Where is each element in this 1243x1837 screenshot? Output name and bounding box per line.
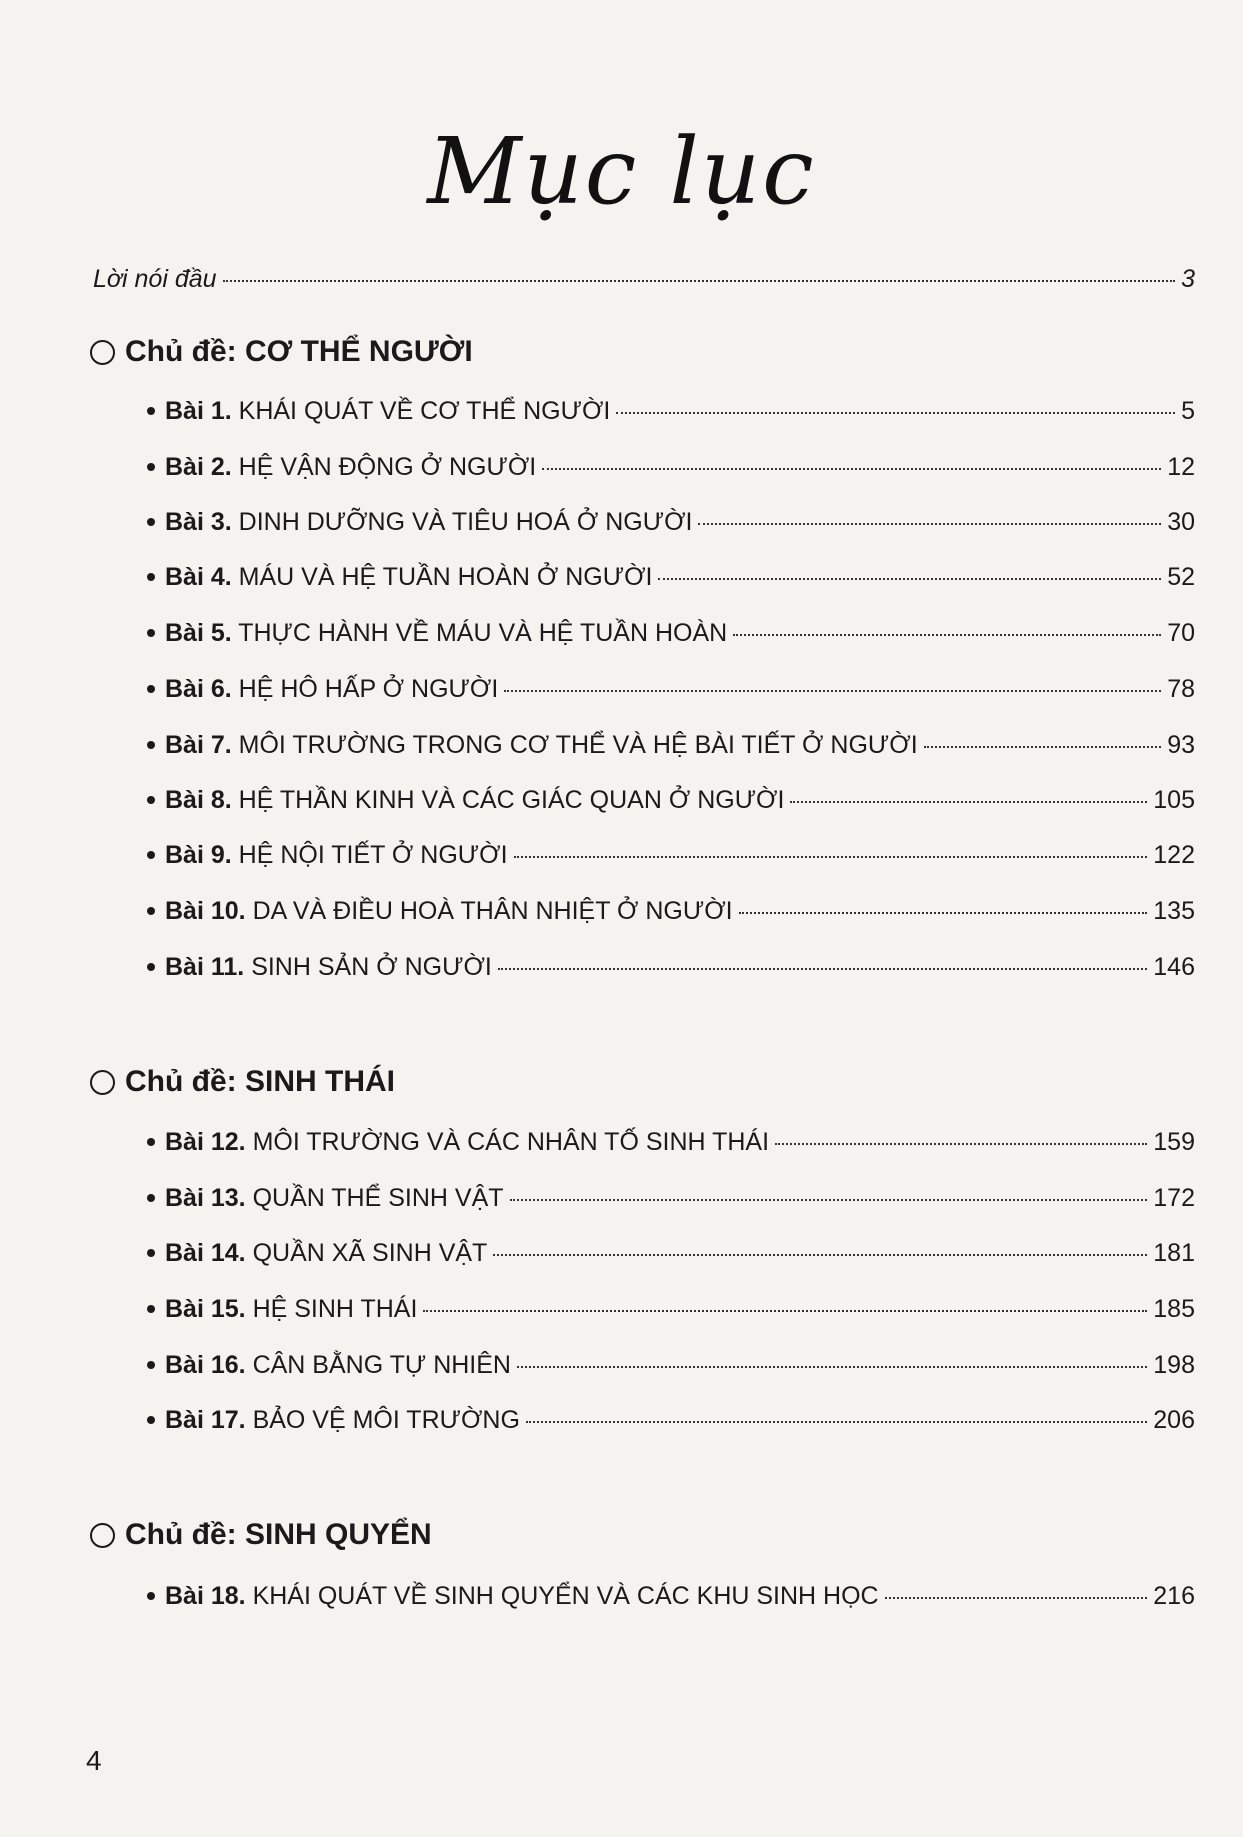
toc-entry-page: 185 bbox=[1153, 1295, 1195, 1323]
dot-leader bbox=[223, 280, 1176, 282]
lesson-number: Bài 14. bbox=[165, 1239, 246, 1267]
toc-entry-page: 146 bbox=[1153, 953, 1195, 981]
toc-entry bbox=[147, 619, 1195, 648]
lesson-title: HỆ VẬN ĐỘNG Ở NGƯỜI bbox=[238, 453, 537, 481]
lesson-title: BẢO VỆ MÔI TRƯỜNG bbox=[252, 1406, 520, 1434]
lesson-number: Bài 11. bbox=[165, 953, 245, 981]
topic-label: Chủ đề: SINH QUYỂN bbox=[125, 1518, 432, 1551]
toc-entry bbox=[147, 731, 1195, 760]
dot-leader bbox=[790, 801, 1147, 803]
dot-leader bbox=[423, 1310, 1147, 1312]
topic-heading bbox=[90, 1518, 432, 1552]
lesson-title: KHÁI QUÁT VỀ SINH QUYỂN VÀ CÁC KHU SINH HỌC bbox=[252, 1582, 879, 1610]
dot-leader bbox=[616, 412, 1175, 414]
bullet-icon bbox=[147, 963, 155, 971]
lesson-number: Bài 4. bbox=[165, 563, 232, 591]
dot-leader bbox=[775, 1143, 1147, 1145]
bullet-icon bbox=[147, 1249, 155, 1257]
bullet-icon bbox=[147, 1194, 155, 1202]
lesson-number: Bài 15. bbox=[165, 1295, 246, 1323]
bullet-icon bbox=[147, 518, 155, 526]
lesson-title: HỆ HÔ HẤP Ở NGƯỜI bbox=[238, 675, 499, 703]
bullet-icon bbox=[147, 1361, 155, 1369]
topic-label: Chủ đề: CƠ THỂ NGƯỜI bbox=[125, 335, 473, 368]
toc-entry-page: 181 bbox=[1153, 1239, 1195, 1267]
toc-entry-page: 135 bbox=[1153, 897, 1195, 925]
dot-leader bbox=[493, 1254, 1147, 1256]
lesson-number: Bài 18. bbox=[165, 1582, 246, 1610]
toc-entry bbox=[147, 1351, 1195, 1380]
page-number: 4 bbox=[86, 1745, 102, 1776]
lesson-number: Bài 3. bbox=[165, 508, 232, 536]
toc-entry bbox=[147, 1582, 1195, 1611]
lesson-title: CÂN BẰNG TỰ NHIÊN bbox=[252, 1351, 511, 1379]
toc-entry-page: 70 bbox=[1167, 619, 1195, 647]
toc-entry bbox=[147, 1128, 1195, 1157]
dot-leader bbox=[739, 912, 1148, 914]
bullet-icon bbox=[147, 573, 155, 581]
toc-entry-page: 105 bbox=[1153, 786, 1195, 814]
dot-leader bbox=[517, 1366, 1147, 1368]
dot-leader bbox=[658, 578, 1161, 580]
page-title: Mục lục bbox=[427, 118, 816, 225]
lesson-title: HỆ SINH THÁI bbox=[252, 1295, 418, 1323]
circle-bullet-icon bbox=[90, 1070, 115, 1095]
toc-entry bbox=[147, 675, 1195, 704]
lesson-title: QUẦN XÃ SINH VẬT bbox=[252, 1239, 488, 1267]
toc-entry bbox=[147, 1406, 1195, 1435]
lesson-number: Bài 1. bbox=[165, 397, 232, 425]
toc-entry bbox=[147, 1184, 1195, 1213]
lesson-number: Bài 9. bbox=[165, 841, 232, 869]
toc-entry bbox=[147, 397, 1195, 426]
circle-bullet-icon bbox=[90, 340, 115, 365]
dot-leader bbox=[514, 856, 1148, 858]
toc-entry bbox=[147, 841, 1195, 870]
toc-entry bbox=[147, 508, 1195, 537]
toc-entry-page: 5 bbox=[1181, 397, 1195, 425]
toc-entry-page: 122 bbox=[1153, 841, 1195, 869]
toc-entry-page: 93 bbox=[1167, 731, 1195, 759]
bullet-icon bbox=[147, 1138, 155, 1146]
bullet-icon bbox=[147, 463, 155, 471]
dot-leader bbox=[504, 690, 1161, 692]
toc-entry-page: 206 bbox=[1153, 1406, 1195, 1434]
toc-entry-page: 198 bbox=[1153, 1351, 1195, 1379]
dot-leader bbox=[733, 634, 1161, 636]
lesson-title: KHÁI QUÁT VỀ CƠ THỂ NGƯỜI bbox=[238, 397, 611, 425]
bullet-icon bbox=[147, 1416, 155, 1424]
bullet-icon bbox=[147, 796, 155, 804]
bullet-icon bbox=[147, 629, 155, 637]
dot-leader bbox=[698, 523, 1161, 525]
dot-leader bbox=[885, 1597, 1148, 1599]
bullet-icon bbox=[147, 851, 155, 859]
lesson-number: Bài 8. bbox=[165, 786, 232, 814]
bullet-icon bbox=[147, 685, 155, 693]
toc-entry-page: 30 bbox=[1167, 508, 1195, 536]
toc-entry-page: 172 bbox=[1153, 1184, 1195, 1212]
toc-entry-page: 3 bbox=[1181, 265, 1195, 293]
dot-leader bbox=[542, 468, 1161, 470]
toc-entry-page: 52 bbox=[1167, 563, 1195, 591]
lesson-number: Bài 16. bbox=[165, 1351, 246, 1379]
lesson-number: Bài 12. bbox=[165, 1128, 246, 1156]
bullet-icon bbox=[147, 741, 155, 749]
dot-leader bbox=[924, 746, 1162, 748]
topic-label: Chủ đề: SINH THÁI bbox=[125, 1065, 395, 1098]
topic-heading bbox=[90, 335, 473, 369]
lesson-title: DA VÀ ĐIỀU HOÀ THÂN NHIỆT Ở NGƯỜI bbox=[252, 897, 733, 925]
toc-entry bbox=[147, 897, 1195, 926]
lesson-number: Bài 2. bbox=[165, 453, 232, 481]
bullet-icon bbox=[147, 407, 155, 415]
lesson-number: Bài 6. bbox=[165, 675, 232, 703]
toc-entry bbox=[147, 453, 1195, 482]
lesson-number: Bài 10. bbox=[165, 897, 246, 925]
toc-entry bbox=[147, 1239, 1195, 1268]
lesson-number: Bài 7. bbox=[165, 731, 232, 759]
toc-entry-page: 159 bbox=[1153, 1128, 1195, 1156]
bullet-icon bbox=[147, 1592, 155, 1600]
lesson-number: Bài 13. bbox=[165, 1184, 246, 1212]
lesson-title: MÔI TRƯỜNG TRONG CƠ THỂ VÀ HỆ BÀI TIẾT Ở NGƯỜI bbox=[238, 731, 918, 759]
toc-entry bbox=[147, 1295, 1195, 1324]
dot-leader bbox=[510, 1199, 1148, 1201]
toc-entry bbox=[147, 786, 1195, 815]
toc-entry bbox=[147, 953, 1195, 982]
toc-entry-page: 216 bbox=[1153, 1582, 1195, 1610]
topic-heading bbox=[90, 1065, 395, 1099]
dot-leader bbox=[498, 968, 1147, 970]
dot-leader bbox=[526, 1421, 1147, 1423]
lesson-title: THỰC HÀNH VỀ MÁU VÀ HỆ TUẦN HOÀN bbox=[238, 619, 728, 647]
lesson-title: QUẦN THỂ SINH VẬT bbox=[252, 1184, 504, 1212]
bullet-icon bbox=[147, 907, 155, 915]
toc-entry-page: 78 bbox=[1167, 675, 1195, 703]
toc-entry-page: 12 bbox=[1167, 453, 1195, 481]
lesson-title: MÁU VÀ HỆ TUẦN HOÀN Ở NGƯỜI bbox=[238, 563, 653, 591]
bullet-icon bbox=[147, 1305, 155, 1313]
lesson-number: Bài 5. bbox=[165, 619, 232, 647]
lesson-title: SINH SẢN Ở NGƯỜI bbox=[251, 953, 492, 981]
lesson-title: MÔI TRƯỜNG VÀ CÁC NHÂN TỐ SINH THÁI bbox=[252, 1128, 770, 1156]
lesson-title: HỆ THẦN KINH VÀ CÁC GIÁC QUAN Ở NGƯỜI bbox=[238, 786, 785, 814]
lesson-title: HỆ NỘI TIẾT Ở NGƯỜI bbox=[238, 841, 508, 869]
lesson-number: Bài 17. bbox=[165, 1406, 246, 1434]
toc-entry-foreword bbox=[93, 265, 1195, 294]
toc-entry bbox=[147, 563, 1195, 592]
toc-entry-title: Lời nói đầu bbox=[93, 265, 217, 293]
circle-bullet-icon bbox=[90, 1523, 115, 1548]
lesson-title: DINH DƯỠNG VÀ TIÊU HOÁ Ở NGƯỜI bbox=[238, 508, 693, 536]
